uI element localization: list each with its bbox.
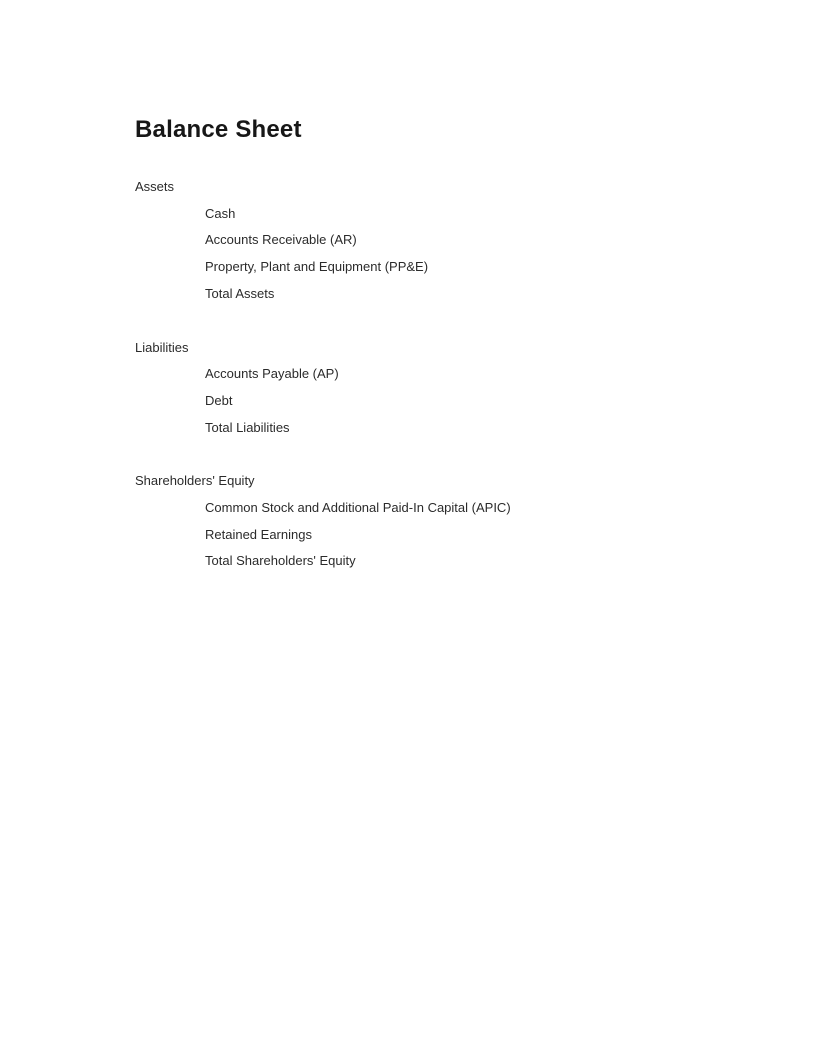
section-heading-assets: Assets — [135, 179, 175, 194]
line-item-total-shareholders-equity: Total Shareholders' Equity — [205, 553, 356, 569]
line-item-accounts-payable: Accounts Payable (AP) — [205, 366, 339, 382]
line-item-debt: Debt — [205, 392, 233, 408]
line-item-retained-earnings: Retained Earnings — [205, 526, 312, 542]
section-shareholders-equity — [135, 468, 757, 575]
line-item-total-liabilities: Total Liabilities — [205, 419, 290, 435]
section-heading-liabilities: Liabilities — [135, 339, 189, 355]
line-item-accounts-receivable: Accounts Receivable (AR) — [205, 232, 357, 248]
line-item-total-assets: Total Assets — [205, 285, 275, 301]
line-item-cash: Cash — [205, 205, 236, 221]
section-heading-shareholders-equity: Shareholders' Equity — [135, 473, 255, 489]
section-assets — [135, 174, 757, 308]
line-item-ppe: Property, Plant and Equipment (PP&E) — [205, 259, 429, 275]
line-item-common-stock-apic: Common Stock and Additional Paid-In Capital (APIC) — [205, 500, 511, 516]
page-title: Balance Sheet — [135, 116, 302, 143]
section-liabilities — [135, 335, 757, 442]
